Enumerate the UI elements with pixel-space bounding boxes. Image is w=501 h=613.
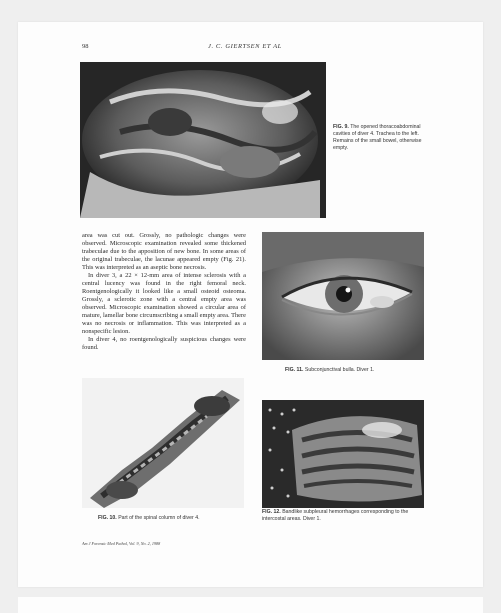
figure-12-photo — [262, 400, 424, 508]
figure-9-photo — [80, 62, 326, 218]
figure-10-label: FIG. 10. — [98, 515, 117, 521]
figure-10-photo — [82, 378, 244, 508]
figure-12-text: Bandlike subpleural hemorrhages corresponding to the intercostal areas. Diver 1. — [262, 509, 409, 522]
figure-12-caption — [262, 509, 432, 523]
running-title: J. C. GIERTSEN ET AL — [208, 43, 282, 50]
figure-11-text: Subconjunctival bulla. Diver 1. — [304, 367, 375, 373]
next-page-edge — [18, 597, 483, 613]
figure-9-caption — [333, 124, 433, 152]
figure-11-photo — [262, 232, 424, 360]
figure-9-label: FIG. 9. — [333, 124, 349, 130]
body-paragraph: In diver 4, no roentgenologically suspicious changes were found. — [82, 336, 246, 351]
figure-9-text: The opened thoracoabdominal cavities of diver 4. Trachea to the left. Remains of the small bowel, otherwise empty. — [333, 124, 422, 151]
footer-citation: Am J Forensic Med Pathol, Vol. 9, No. 2, 1988 — [82, 541, 161, 546]
figure-11-caption — [285, 367, 445, 374]
page-number: 98 — [82, 43, 89, 50]
figure-11-label: FIG. 11. — [285, 367, 304, 373]
body-paragraph: area was cut out. Grossly, no pathologic changes were observed. Microscopic examination revealed some thickened trabeculae due to the apposition of new bone. In some areas of the original trabeculae, the lacunae appeared empty (Fig. 21). This was interpreted as an aseptic bone necrosis. — [82, 232, 246, 271]
figure-10-caption — [98, 515, 258, 522]
figure-12-label: FIG. 12. — [262, 509, 281, 515]
body-text — [82, 232, 246, 352]
figure-10-text: Part of the spinal column of diver 4. — [118, 515, 200, 521]
body-paragraph: In diver 3, a 22 × 12-mm area of intense sclerosis with a central lucency was found in the right femoral neck. Roentgenologically it looked like a small osteoid osteoma. Grossly, a sclerotic zone with a central empty area was observed. Microscopic examination showed a circular area of mature, lamellar bone circumscribing a small empty area. There was no necrosis or inflammation. This was interpreted as a nonspecific lesion. — [82, 272, 246, 335]
